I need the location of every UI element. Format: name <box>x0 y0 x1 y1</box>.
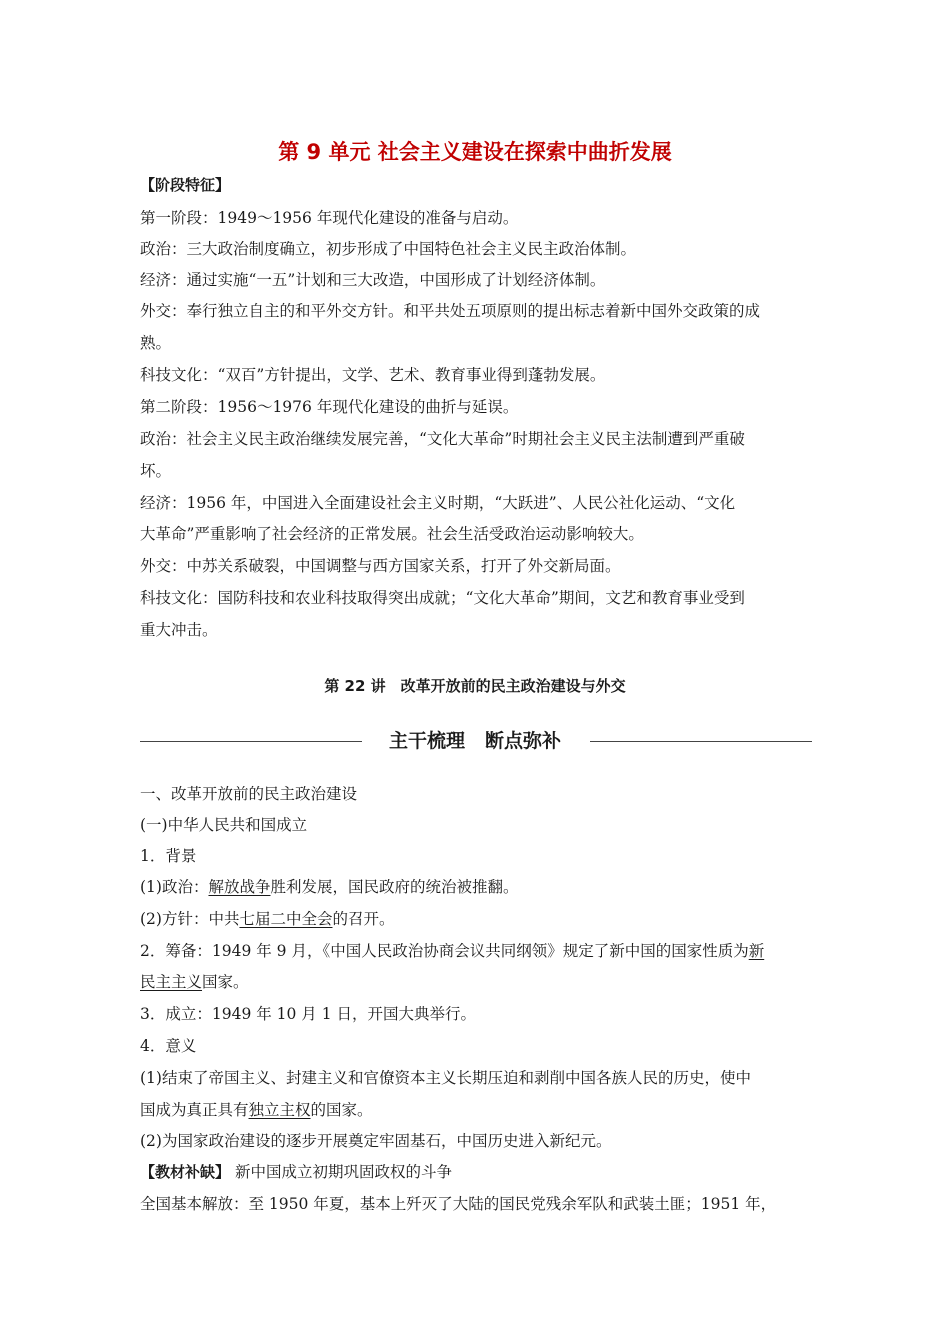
stage-line: 经济：1956 年，中国进入全面建设社会主义时期，“大跃进”、人民公社化运动、“文化 <box>140 494 736 512</box>
body-line: 1．背景 <box>140 847 197 865</box>
unit-title: 第 9 单元 社会主义建设在探索中曲折发展 <box>278 140 672 164</box>
lesson-title: 第 22 讲 改革开放前的民主政治建设与外交 <box>324 677 626 695</box>
stage-line: 重大冲击。 <box>140 621 218 639</box>
stage-line: 政治：三大政治制度确立，初步形成了中国特色社会主义民主政治体制。 <box>140 240 637 258</box>
stage-line: 大革命”严重影响了社会经济的正常发展。社会生活受政治运动影响较大。 <box>140 525 644 543</box>
body-line: 一、改革开放前的民主政治建设 <box>140 785 358 803</box>
key-term: 民主主义 <box>140 973 203 991</box>
body-line: 民主主义国家。 <box>140 973 249 991</box>
body-line: (1)政治：解放战争胜利发展，国民政府的统治被推翻。 <box>140 878 519 896</box>
stage-line: 熟。 <box>140 334 172 352</box>
stage-line: 第一阶段：1949～1956 年现代化建设的准备与启动。 <box>140 209 519 227</box>
body-line: 2．筹备：1949 年 9 月，《中国人民政治协商会议共同纲领》规定了新中国的国家性质为新 <box>140 942 765 960</box>
stage-line: 外交：中苏关系破裂，中国调整与西方国家关系，打开了外交新局面。 <box>140 557 621 575</box>
stage-features-heading: 【阶段特征】 <box>140 176 231 194</box>
stage-line: 外交：奉行独立自主的和平外交方针。和平共处五项原则的提出标志着新中国外交政策的成 <box>140 302 761 320</box>
key-term: 新 <box>748 942 765 960</box>
key-term: 独立主权 <box>248 1101 311 1119</box>
body-line: 国成为真正具有独立主权的国家。 <box>140 1101 373 1119</box>
body-line: (1)结束了帝国主义、封建主义和官僚资本主义长期压迫和剥削中国各族人民的历史，使中 <box>140 1069 751 1087</box>
stage-line: 经济：通过实施“一五”计划和三大改造，中国形成了计划经济体制。 <box>140 271 606 289</box>
stage-line: 科技文化：“双百”方针提出，文学、艺术、教育事业得到蓬勃发展。 <box>140 366 606 384</box>
body-line: (2)为国家政治建设的逐步开展奠定牢固基石，中国历史进入新纪元。 <box>140 1132 612 1150</box>
body-line: 4．意义 <box>140 1037 197 1055</box>
stage-line: 第二阶段：1956～1976 年现代化建设的曲折与延误。 <box>140 398 519 416</box>
key-term: 七届二中全会 <box>239 910 333 928</box>
supplement-heading: 【教材补缺】 <box>140 1163 231 1181</box>
section-header-left: 主干梳理 <box>388 730 465 752</box>
section-header-right: 断点弥补 <box>485 730 562 752</box>
body-line: (一)中华人民共和国成立 <box>140 816 308 834</box>
body-line: 3．成立：1949 年 10 月 1 日，开国大典举行。 <box>140 1005 477 1023</box>
key-term: 解放战争 <box>208 878 271 896</box>
body-line: (2)方针：中共七届二中全会的召开。 <box>140 910 395 928</box>
stage-line: 坏。 <box>140 462 172 480</box>
body-line: 全国基本解放：至 1950 年夏，基本上歼灭了大陆的国民党残余军队和武装土匪；1951 年， <box>140 1195 777 1213</box>
stage-line: 政治：社会主义民主政治继续发展完善，“文化大革命”时期社会主义民主法制遭到严重破 <box>140 430 745 448</box>
stage-line: 科技文化：国防科技和农业科技取得突出成就；“文化大革命”期间，文艺和教育事业受到 <box>140 589 745 607</box>
section-header <box>0 728 950 754</box>
body-line: 【教材补缺】 新中国成立初期巩固政权的斗争 <box>140 1163 452 1181</box>
